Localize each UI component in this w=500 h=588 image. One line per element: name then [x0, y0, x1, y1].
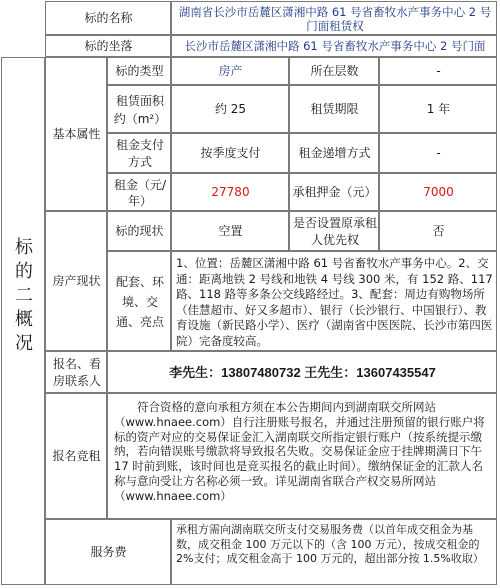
facility-label: 配套、环境、交通、亮点 — [115, 274, 164, 329]
area-value: 约 25 — [214, 102, 247, 116]
contact-value: 李先生：13807480732 王先生：13607435547 — [169, 365, 436, 380]
location-label: 标的坐落 — [84, 39, 133, 53]
name-value: 湖南省长沙市岳麓区潇湘中路 61 号省畜牧水产事务中心 2 号门面租赁权 — [178, 4, 492, 33]
cur-status-label: 标的现状 — [115, 224, 164, 238]
side-title: 标的二概况 — [15, 237, 33, 354]
pref-value: 否 — [432, 224, 445, 238]
rent-value: 27780 — [211, 185, 250, 199]
contact-label: 报名、看房联系人 — [52, 356, 101, 388]
name-label: 标的名称 — [84, 11, 133, 25]
deposit-label: 承租押金（元） — [292, 185, 377, 199]
floor-label: 所在层数 — [310, 64, 359, 78]
facility-text: 1、位置：岳麓区潇湘中路 61 号省畜牧水产事务中心。2、交通：距离地铁 2 号线和地铁 4 号线 300 米，有 152 路、117 路、118 路等多条公交线路经过。3、配套：周边有购物场所（佳慧超市、好又多超市）、银行（长沙银行、中国银行）、教育设施（新民路小学）、医疗（湖南省中医医院、长沙市第四医院）完备度较高。 — [176, 256, 493, 348]
term-value: 1 年 — [426, 102, 451, 116]
location-value: 长沙市岳麓区潇湘中路 61 号省畜牧水产事务中心 2 号门面 — [184, 39, 486, 53]
bid-text: 符合资格的意向承租方须在本公告期间内到湖南联交所网站（www.hnaee.com）自行注册账号报名，并通过注册预留的银行账户将标的资产对应的交易保证金汇入湖南联交所指定银行账户（按系统提示缴纳，若向错误账号缴款将导致报名失败。交易保证金应于挂牌期满日下午 17 时前到账，该时间也是竞买报名的截止时间）。缴纳保证金的汇款人名称与意向受让方名称必须一致。详见湖南省联合产权交易所网站（www.hnaee.com） — [114, 400, 485, 503]
pref-label: 是否设置原承租人优先权 — [292, 215, 377, 247]
area-label: 租赁面积约（m²） — [113, 93, 167, 126]
bid-label: 报名竞租 — [52, 449, 101, 463]
basic-attr-label: 基本属性 — [52, 127, 101, 141]
pay-value: 按季度支付 — [200, 146, 261, 160]
deposit-value: 7000 — [423, 185, 454, 199]
fee-label: 服务费 — [90, 545, 127, 559]
cur-status-value: 空置 — [218, 224, 243, 238]
type-label: 标的类型 — [115, 64, 164, 78]
type-value: 房产 — [218, 64, 243, 78]
pay-label: 租金支付方式 — [115, 137, 164, 169]
floor-value: - — [436, 64, 441, 78]
term-label: 租赁期限 — [310, 102, 359, 116]
fee-text: 承租方需向湖南联交所支付交易服务费（以首年成交租金为基数，成交租金 100 万元以下的（含 100 万元），按成交租金的 2%支付；成交租金高于 100 万元的，超出部分按 1.5%收取） — [176, 523, 484, 565]
rent-label: 租金（元/年） — [113, 177, 167, 208]
status-label: 房产现状 — [52, 274, 101, 288]
incr-value: - — [436, 146, 441, 160]
incr-label: 租金递增方式 — [298, 146, 371, 160]
